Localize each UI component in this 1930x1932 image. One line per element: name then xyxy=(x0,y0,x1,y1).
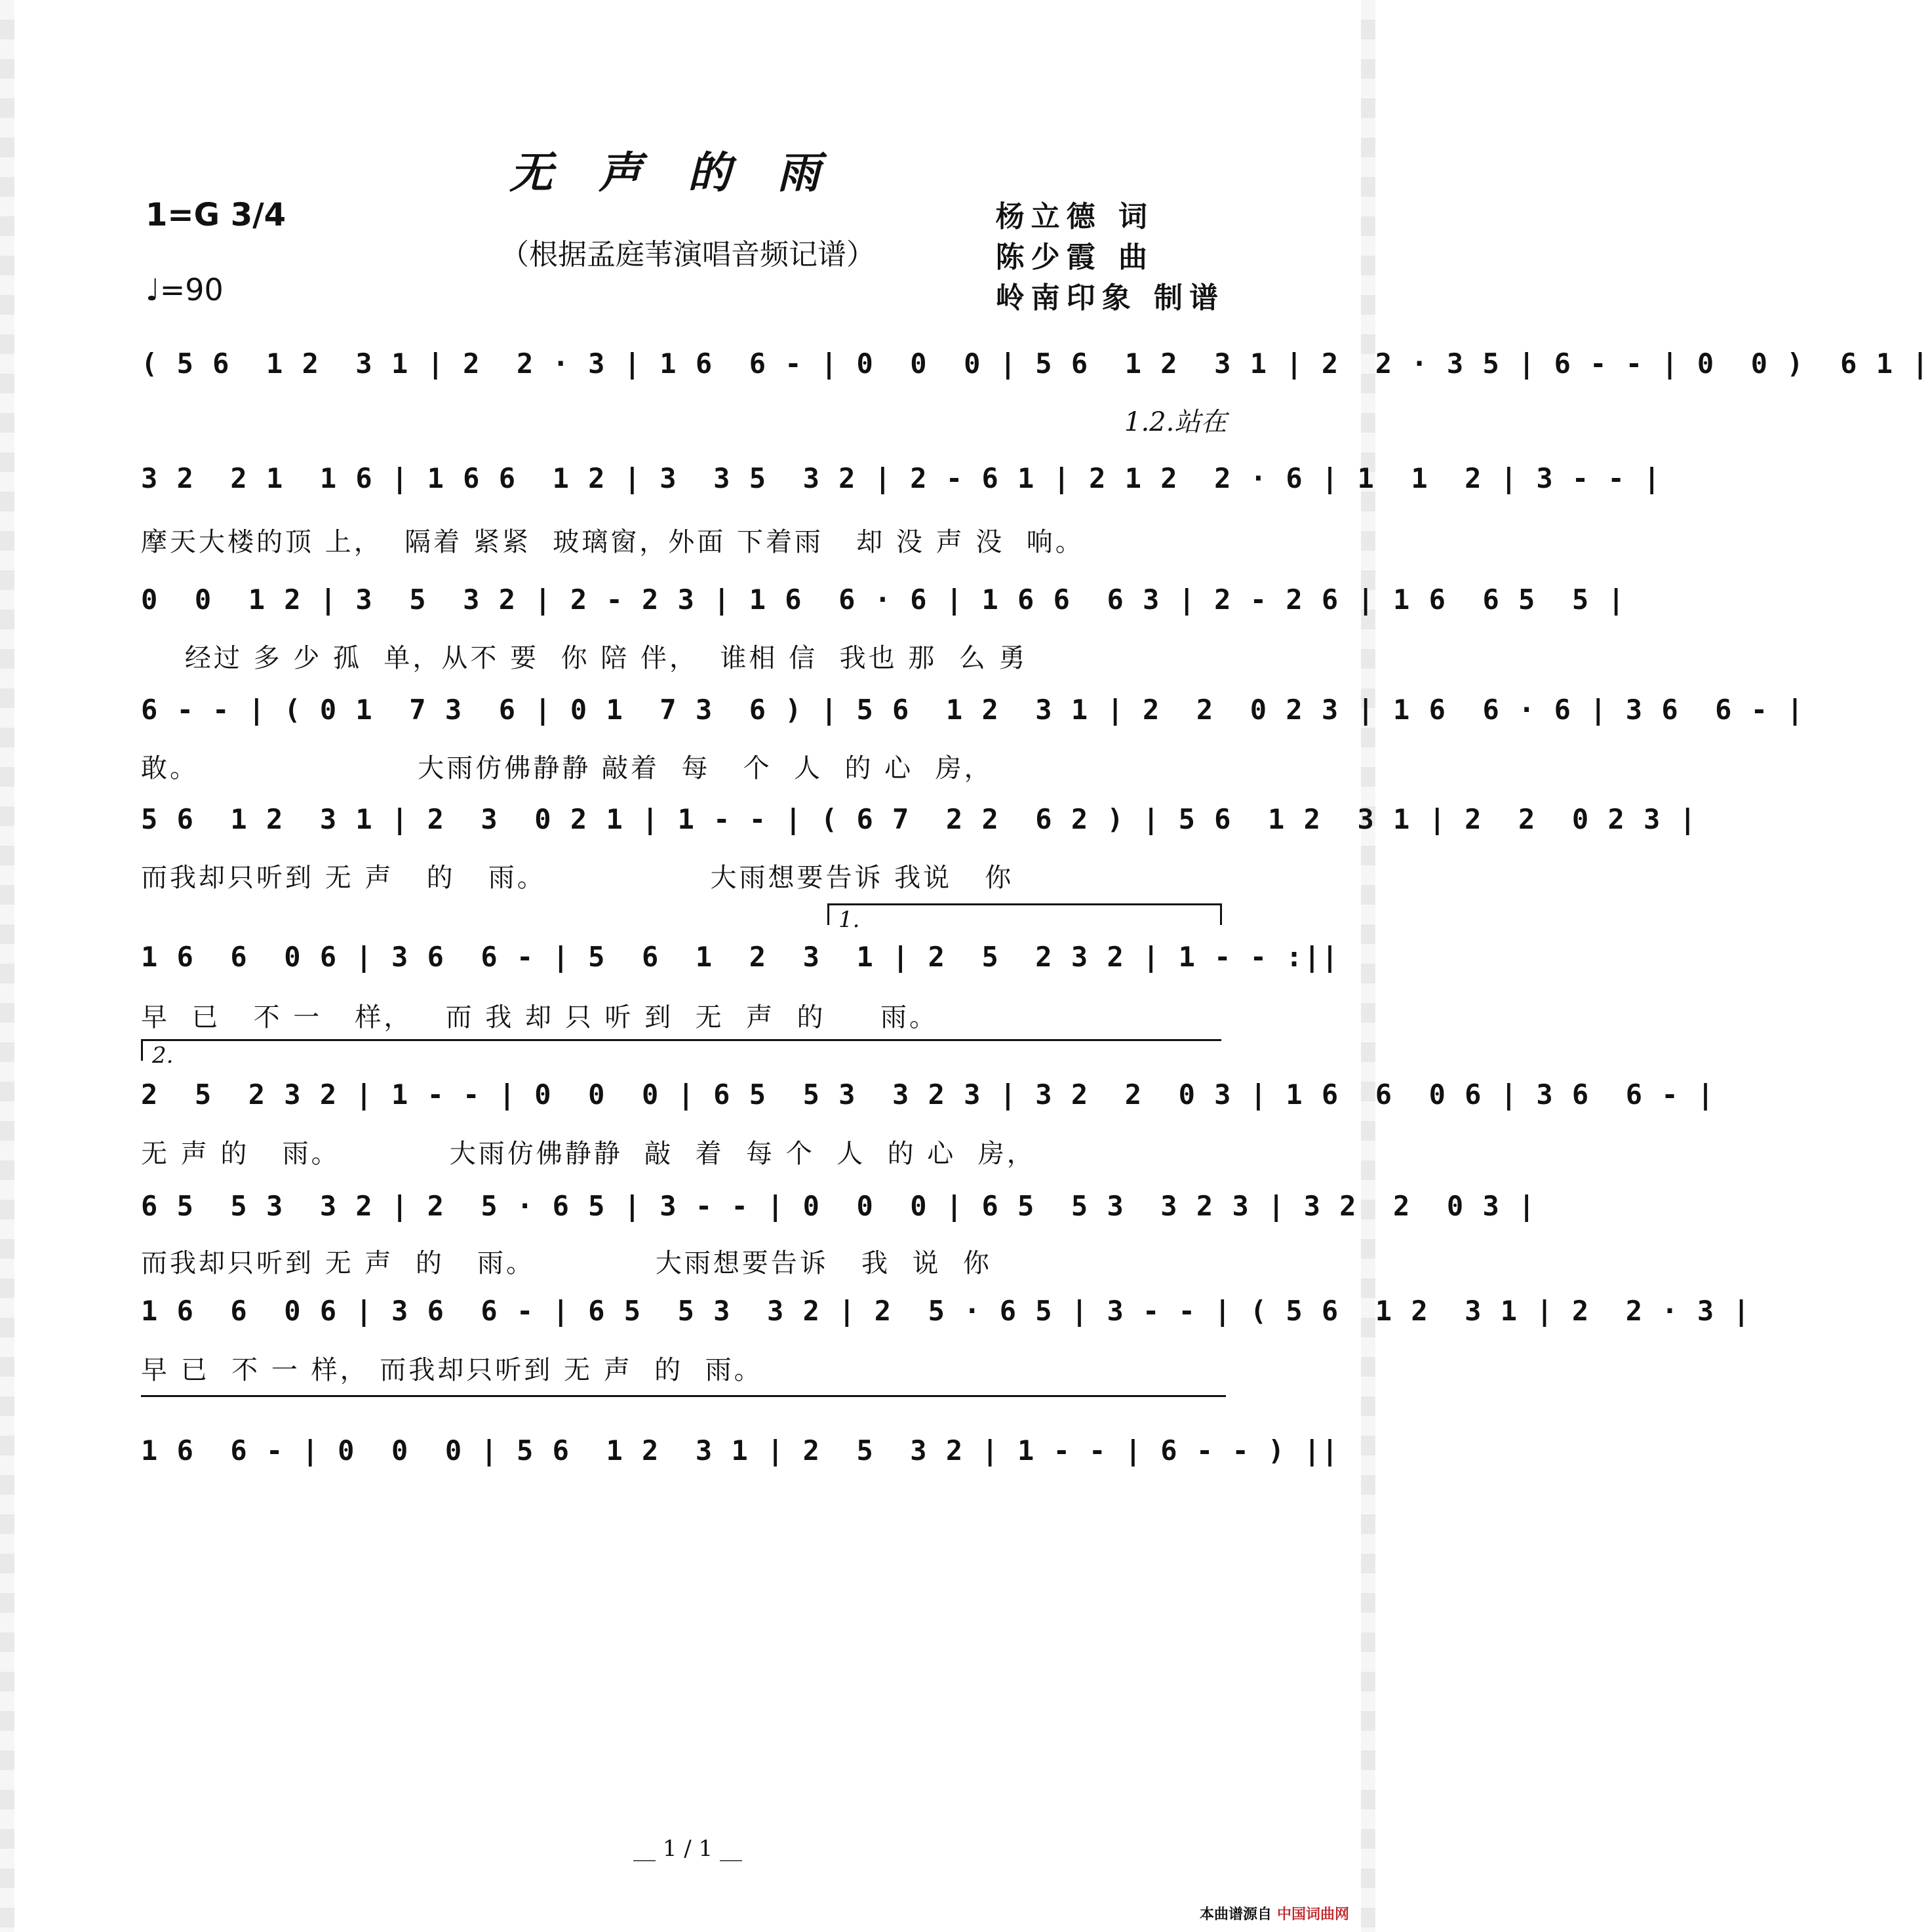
notation-row-1: ( 5 6 1 2 3 1 | 2 2 · 3 | 1 6 6 - | 0 0 0 | 5 6 1 2 3 1 | 2 2 · 3 5 | 6 - - | 0 0 ) 6 1 | xyxy=(141,347,1930,380)
arranger-credit: 岭南印象 制谱 xyxy=(995,281,1225,315)
notation-row-3: 0 0 1 2 | 3 5 3 2 | 2 - 2 3 | 1 6 6 · 6 | 1 6 6 6 3 | 2 - 2 6 | 1 6 6 5 5 | xyxy=(141,583,1626,616)
right-border-pattern xyxy=(1361,0,1375,1932)
lyrics-row-8: 而我却只听到 无 声 的 雨。 大雨想要告诉 我 说 你 xyxy=(141,1248,992,1278)
footer-text: 本曲谱源自 xyxy=(1199,1906,1272,1923)
notation-row-8: 6 5 5 3 3 2 | 2 5 · 6 5 | 3 - - | 0 0 0 | 6 5 5 3 3 2 3 | 3 2 2 0 3 | xyxy=(141,1190,1537,1222)
footer-brand: 中国词曲网 xyxy=(1276,1906,1349,1923)
left-border-pattern xyxy=(0,0,14,1932)
volta-1-bracket xyxy=(827,903,1222,933)
notation-row-9: 1 6 6 0 6 | 3 6 6 - | 6 5 5 3 3 2 | 2 5 · 6 5 | 3 - - | ( 5 6 1 2 3 1 | 2 2 · 3 | xyxy=(141,1295,1751,1327)
lyricist-credit: 杨立德 词 xyxy=(995,200,1154,233)
notation-row-5: 5 6 1 2 3 1 | 2 3 0 2 1 | 1 - - | ( 6 7 2 2 6 2 ) | 5 6 1 2 3 1 | 2 2 0 2 3 | xyxy=(141,803,1697,835)
notation-row-2: 3 2 2 1 1 6 | 1 6 6 1 2 | 3 3 5 3 2 | 2 - 6 1 | 2 1 2 2 · 6 | 1 1 2 | 3 - - | xyxy=(141,462,1662,494)
lyrics-row-3: 经过 多 少 孤 单，从不 要 你 陪 伴， 谁相 信 我也 那 么 勇 xyxy=(141,643,1028,673)
lyrics-row-5: 而我却只听到 无 声 的 雨。 大雨想要告诉 我说 你 xyxy=(141,863,1014,893)
footer-source xyxy=(1200,1903,1349,1923)
notation-row-6: 1 6 6 0 6 | 3 6 6 - | 5 6 1 2 3 1 | 2 5 2 3 2 | 1 - - :|| xyxy=(141,941,1340,973)
verse-marker: 1.2.站在 xyxy=(1124,407,1227,437)
transcription-source: （根据孟庭苇演唱音频记谱） xyxy=(500,238,875,271)
key-signature: 1=G 3/4 xyxy=(146,197,286,233)
volta-2-bracket xyxy=(141,1039,1221,1069)
page-number: __ 1 / 1 __ xyxy=(633,1836,742,1862)
notation-row-4: 6 - - | ( 0 1 7 3 6 | 0 1 7 3 6 ) | 5 6 1 2 3 1 | 2 2 0 2 3 | 1 6 6 · 6 | 3 6 6 - | xyxy=(141,694,1805,726)
lyrics-row-4: 敢。 大雨仿佛静静 敲着 每 个 人 的 心 房， xyxy=(141,753,993,783)
credits xyxy=(996,197,1225,319)
lyrics-row-7: 无 声 的 雨。 大雨仿佛静静 敲 着 每 个 人 的 心 房， xyxy=(141,1139,1036,1169)
lyrics-row-9: 早 已 不 一 样， 而我却只听到 无 声 的 雨。 xyxy=(141,1355,763,1385)
notation-row-7: 2 5 2 3 2 | 1 - - | 0 0 0 | 6 5 5 3 3 2 3 | 3 2 2 0 3 | 1 6 6 0 6 | 3 6 6 - | xyxy=(141,1078,1716,1111)
lyrics-row-2: 摩天大楼的顶 上， 隔着 紧紧 玻璃窗，外面 下着雨 却 没 声 没 响。 xyxy=(141,527,1084,557)
section-divider xyxy=(141,1395,1226,1397)
lyrics-row-6: 早 已 不 一 样， 而 我 却 只 听 到 无 声 的 雨。 xyxy=(141,1002,939,1033)
tempo-mark: ♩=90 xyxy=(146,272,224,307)
notation-row-10: 1 6 6 - | 0 0 0 | 5 6 1 2 3 1 | 2 5 3 2 | 1 - - | 6 - - ) || xyxy=(141,1434,1340,1467)
volta-2-label: 2. xyxy=(152,1042,174,1069)
composer-credit: 陈少霞 曲 xyxy=(995,241,1154,274)
volta-1-label: 1. xyxy=(838,907,860,933)
song-title: 无声的雨 xyxy=(509,147,866,198)
